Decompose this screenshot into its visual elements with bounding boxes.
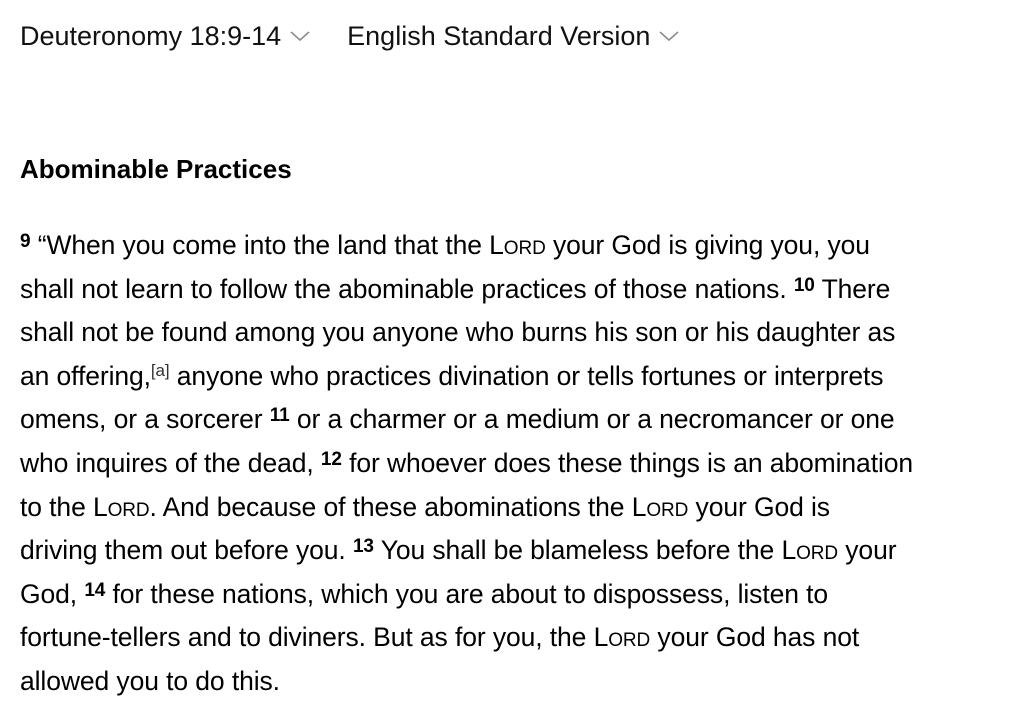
verse-text: your xyxy=(838,535,897,566)
verse-text: or a charmer or a medium or a necromancer or one xyxy=(289,404,895,435)
verse-text: shall not be found among you anyone who burns his son or his daughter as xyxy=(20,317,896,348)
section-heading: Abominable Practices xyxy=(20,154,292,184)
verse-text: your God has not xyxy=(650,622,860,653)
divine-name: Lord xyxy=(631,491,689,522)
passage-line xyxy=(20,616,1024,660)
verse-text: your God is giving you, you xyxy=(545,230,870,260)
version-label: English Standard Version xyxy=(347,21,651,51)
verse-text: There xyxy=(814,273,891,304)
reference-label: Deuteronomy 18:9-14 xyxy=(20,21,282,51)
passage-line xyxy=(20,529,1024,573)
passage-text xyxy=(20,224,1024,704)
passage-line xyxy=(20,355,1024,399)
verse-number: 9 xyxy=(20,231,31,252)
divine-name: Lord xyxy=(781,535,839,566)
verse-text: fortune-tellers and to diviners. But as for you, the xyxy=(20,622,594,653)
passage-line xyxy=(20,311,1024,355)
version-selector[interactable] xyxy=(347,18,680,54)
passage-line xyxy=(20,442,1024,486)
verse-number: 10 xyxy=(793,274,815,296)
verse-text: God, xyxy=(20,578,85,609)
chevron-down-icon xyxy=(289,29,311,43)
divine-name: Lord xyxy=(593,622,651,653)
divine-name: Lord xyxy=(92,491,150,522)
verse-text: . And because of these abominations the xyxy=(149,491,632,522)
verse-text: for whoever does these things is an abomination xyxy=(341,447,914,478)
passage-line xyxy=(20,573,1024,617)
verse-text: to the xyxy=(20,491,93,522)
verse-text: allowed you to do this. xyxy=(20,665,280,696)
chevron-down-icon xyxy=(658,29,680,43)
divine-name: Lord xyxy=(489,230,546,260)
verse-number: 12 xyxy=(320,448,342,470)
reference-selector[interactable] xyxy=(20,18,311,54)
verse-text: “When you come into the land that the xyxy=(30,230,490,260)
verse-text: who inquires of the dead, xyxy=(20,447,321,478)
verse-text: anyone who practices divination or tells fortunes or interprets xyxy=(169,360,884,391)
footnote-link[interactable]: [a] xyxy=(150,360,170,380)
passage-toolbar xyxy=(20,18,680,54)
verse-text: You shall be blameless before the xyxy=(373,535,782,566)
verse-text: for these nations, which you are about to dispossess, listen to xyxy=(105,578,829,609)
verse-number: 11 xyxy=(269,405,290,427)
passage-line xyxy=(20,660,1024,704)
passage-line xyxy=(20,224,1024,268)
passage-line xyxy=(20,486,1024,530)
verse-text: your God is xyxy=(688,491,830,522)
passage-line xyxy=(20,398,1024,442)
verse-text: driving them out before you. xyxy=(20,535,353,566)
passage-line xyxy=(20,268,1024,312)
verse-text: shall not learn to follow the abominable practices of those nations. xyxy=(20,273,794,304)
verse-number: 13 xyxy=(352,536,374,558)
verse-text: omens, or a sorcerer xyxy=(20,404,270,435)
verse-number: 14 xyxy=(84,579,106,601)
verse-text: an offering, xyxy=(20,360,151,391)
